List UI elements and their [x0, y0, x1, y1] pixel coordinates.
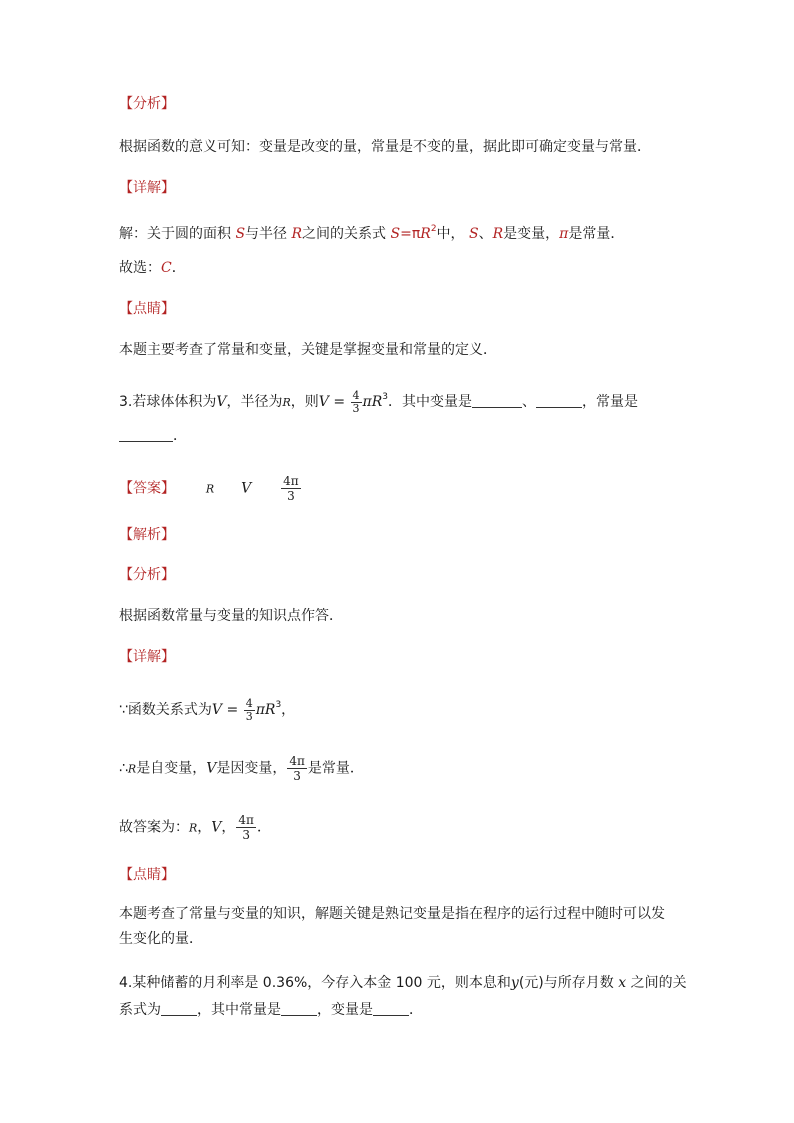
answer-blank[interactable]: [119, 427, 173, 442]
choice-letter: C: [161, 260, 172, 276]
answer-r: R: [205, 482, 215, 496]
jiexi-heading: 【解析】: [119, 527, 175, 543]
fraction: [236, 813, 256, 842]
text: ．其中变量是: [388, 394, 473, 410]
text: 是因变量，: [216, 760, 287, 777]
numerator: 4π: [283, 474, 299, 488]
answer-heading: 【答案】: [119, 480, 175, 497]
text: 中，: [436, 226, 465, 242]
question-4-cont: [119, 1000, 423, 1020]
var-r: R: [127, 762, 137, 776]
detail-text: [119, 219, 624, 244]
var-v: V: [211, 819, 222, 836]
formula-sup: 2: [430, 224, 437, 234]
choice-line: [119, 258, 186, 278]
question-4: [119, 973, 687, 993]
formula-r: R: [420, 226, 431, 242]
var-v: V: [318, 394, 329, 410]
answer-blank[interactable]: [373, 1001, 409, 1016]
denominator: 3: [242, 828, 250, 842]
text: 之间的关: [630, 975, 687, 991]
var-v: V: [211, 702, 223, 718]
answer-v: V: [241, 480, 252, 497]
analysis-heading: 【分析】: [119, 567, 175, 583]
text: 之间的关系式: [302, 226, 387, 242]
comment-text-2: 生变化的量．: [119, 931, 203, 947]
text: 是自变量，: [136, 760, 207, 777]
text: ．: [256, 819, 271, 836]
text: 故选：: [119, 260, 161, 276]
pi: π: [255, 702, 265, 718]
text: 解：关于圆的面积: [119, 226, 231, 242]
text: ，: [281, 702, 296, 718]
numerator: 4: [352, 388, 360, 402]
var-r: R: [282, 396, 291, 409]
var-v: V: [216, 394, 227, 410]
text: ，其中常量是: [197, 1002, 281, 1018]
var-r: R: [291, 226, 303, 242]
var-v: V: [206, 760, 217, 777]
text: =: [328, 394, 350, 410]
text: 故答案为：: [119, 819, 189, 836]
text: ，则: [290, 394, 319, 410]
detail-line-2: [119, 754, 364, 783]
denominator: 3: [293, 769, 301, 783]
formula-eq: =π: [400, 226, 421, 242]
numerator: 4π: [289, 754, 305, 768]
text: 与半径: [245, 226, 288, 242]
var-r: R: [492, 226, 504, 242]
text: ，常量是: [582, 394, 639, 410]
text: 3.若球体体积为: [119, 394, 217, 410]
fraction: [287, 754, 307, 783]
text: ．: [171, 260, 186, 276]
fraction: [351, 390, 362, 415]
text: 是变量，: [503, 226, 560, 242]
text: 是常量．: [568, 226, 625, 242]
var-r: R: [189, 821, 198, 835]
detail-line-1: [119, 695, 295, 723]
text: ，: [221, 819, 236, 836]
var-y: y: [510, 975, 519, 991]
text: ．: [173, 428, 187, 444]
text: ∴: [119, 760, 128, 777]
analysis-text: 根据函数常量与变量的知识点作答．: [119, 608, 343, 624]
answer-blank[interactable]: [536, 393, 582, 408]
denominator: 3: [352, 401, 360, 415]
var-r: R: [371, 394, 383, 410]
var-r: R: [264, 702, 276, 718]
analysis-heading: 【分析】: [119, 96, 175, 112]
answer-line: [119, 474, 302, 503]
text: (元)与所存月数: [518, 975, 614, 991]
text: 4.某种储蓄的月利率是 0.36%，今存入本金 100 元，则本息和: [119, 975, 511, 991]
numerator: 4: [245, 696, 253, 710]
comment-text: 本题主要考查了常量和变量，关键是掌握变量和常量的定义．: [119, 342, 497, 358]
detail-heading: 【详解】: [119, 180, 175, 196]
text: ．: [409, 1002, 423, 1018]
var-s: S: [235, 226, 246, 242]
text: ，变量是: [317, 1002, 373, 1018]
denominator: 3: [245, 709, 253, 723]
question-3-cont: [119, 426, 187, 446]
analysis-text: 根据函数的意义可知：变量是改变的量，常量是不变的量，据此即可确定变量与常量．: [119, 139, 651, 155]
numerator: 4π: [238, 813, 254, 827]
text: ∵函数关系式为: [119, 702, 212, 718]
var-x: x: [618, 975, 627, 991]
answer-fraction: [281, 474, 301, 503]
text: ，半径为: [226, 394, 283, 410]
text: =: [222, 702, 243, 718]
comment-heading: 【点睛】: [119, 867, 175, 883]
var-pi: π: [559, 226, 569, 242]
answer-blank[interactable]: [472, 393, 522, 408]
formula-s: S: [390, 226, 401, 242]
answer-blank[interactable]: [281, 1001, 317, 1016]
text: ，: [197, 819, 212, 836]
exponent: 3: [275, 700, 282, 710]
question-3: [119, 387, 638, 415]
fraction: [244, 698, 255, 723]
pi: π: [362, 394, 372, 410]
detail-heading: 【详解】: [119, 649, 175, 665]
text: 是常量．: [307, 760, 364, 777]
text: 、: [478, 226, 493, 242]
answer-blank[interactable]: [161, 1001, 197, 1016]
text: 、: [522, 394, 537, 410]
text: 系式为: [119, 1002, 161, 1018]
detail-line-3: [119, 813, 271, 842]
denominator: 3: [287, 489, 295, 503]
exponent: 3: [382, 392, 389, 402]
var-s: S: [469, 226, 479, 242]
comment-text-1: 本题考查了常量与变量的知识，解题关键是熟记变量是指在程序的运行过程中随时可以发: [119, 906, 665, 922]
comment-heading: 【点睛】: [119, 301, 175, 317]
